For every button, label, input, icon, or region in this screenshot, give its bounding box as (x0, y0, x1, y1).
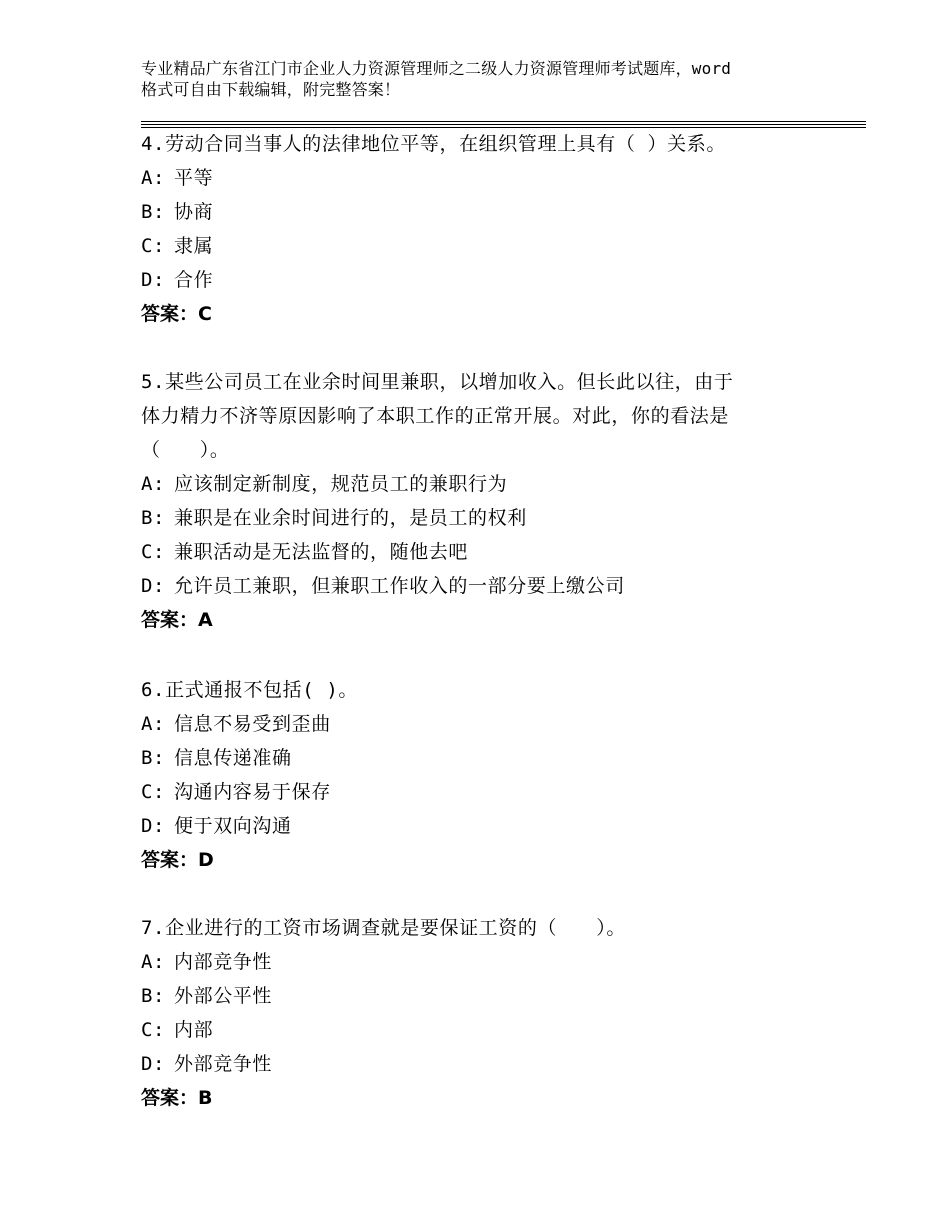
answer-line: 答案：D (141, 849, 214, 871)
option-letter: A: (141, 167, 166, 189)
option-d (141, 569, 861, 603)
option-letter: C: (141, 781, 166, 803)
option-text: 协商 (174, 201, 214, 223)
option-b (141, 195, 861, 229)
option-a (141, 161, 861, 195)
option-letter: D: (141, 815, 166, 837)
option-letter: B: (141, 747, 166, 769)
question-block (141, 365, 861, 637)
option-text: 便于双向沟通 (174, 815, 292, 837)
option-text: 内部 (174, 1019, 214, 1041)
option-letter: D: (141, 1053, 166, 1075)
option-d (141, 809, 861, 843)
option-c (141, 229, 861, 263)
option-text: 应该制定新制度，规范员工的兼职行为 (174, 473, 508, 495)
option-a (141, 945, 861, 979)
option-text: 兼职是在业余时间进行的，是员工的权利 (174, 507, 527, 529)
option-a (141, 467, 861, 501)
question-stem: 6.正式通报不包括( )。 (141, 679, 358, 701)
option-text: 外部竞争性 (174, 1053, 273, 1075)
option-d (141, 263, 861, 297)
option-letter: A: (141, 713, 166, 735)
question-block (141, 127, 861, 331)
option-letter: C: (141, 1019, 166, 1041)
option-letter: A: (141, 951, 166, 973)
question-stem: 4.劳动合同当事人的法律地位平等，在组织管理上具有（ ）关系。 (141, 133, 726, 155)
option-text: 兼职活动是无法监督的，随他去吧 (174, 541, 469, 563)
question-stem: （ ）。 (141, 439, 230, 461)
answer-line: 答案：B (141, 1087, 213, 1109)
option-letter: C: (141, 541, 166, 563)
header-line: 专业精品广东省江门市企业人力资源管理师之二级人力资源管理师考试题库，word (141, 59, 732, 78)
option-text: 外部公平性 (174, 985, 273, 1007)
answer-line: 答案：C (141, 303, 212, 325)
option-text: 内部竞争性 (174, 951, 273, 973)
option-letter: A: (141, 473, 166, 495)
option-c (141, 535, 861, 569)
question-stem: 7.企业进行的工资市场调查就是要保证工资的（ ）。 (141, 917, 626, 939)
question-stem: 体力精力不济等原因影响了本职工作的正常开展。对此，你的看法是 (141, 405, 730, 427)
answer-line: 答案：A (141, 609, 213, 631)
option-letter: C: (141, 235, 166, 257)
option-letter: D: (141, 575, 166, 597)
header-divider (141, 121, 866, 122)
option-text: 平等 (174, 167, 214, 189)
question-block (141, 673, 861, 877)
option-letter: B: (141, 985, 166, 1007)
option-b (141, 741, 861, 775)
option-text: 隶属 (174, 235, 214, 257)
option-letter: B: (141, 507, 166, 529)
option-b (141, 501, 861, 535)
question-block (141, 911, 861, 1115)
option-text: 信息不易受到歪曲 (174, 713, 331, 735)
option-c (141, 775, 861, 809)
header-line: 格式可自由下载编辑，附完整答案！ (141, 80, 401, 99)
option-c (141, 1013, 861, 1047)
option-text: 允许员工兼职，但兼职工作收入的一部分要上缴公司 (174, 575, 625, 597)
option-letter: B: (141, 201, 166, 223)
option-text: 沟通内容易于保存 (174, 781, 331, 803)
option-letter: D: (141, 269, 166, 291)
option-d (141, 1047, 861, 1081)
option-text: 信息传递准确 (174, 747, 292, 769)
header-divider (141, 124, 866, 125)
option-b (141, 979, 861, 1013)
option-text: 合作 (174, 269, 214, 291)
document-header (141, 58, 841, 100)
option-a (141, 707, 861, 741)
question-stem: 5.某些公司员工在业余时间里兼职，以增加收入。但长此以往，由于 (141, 371, 734, 393)
